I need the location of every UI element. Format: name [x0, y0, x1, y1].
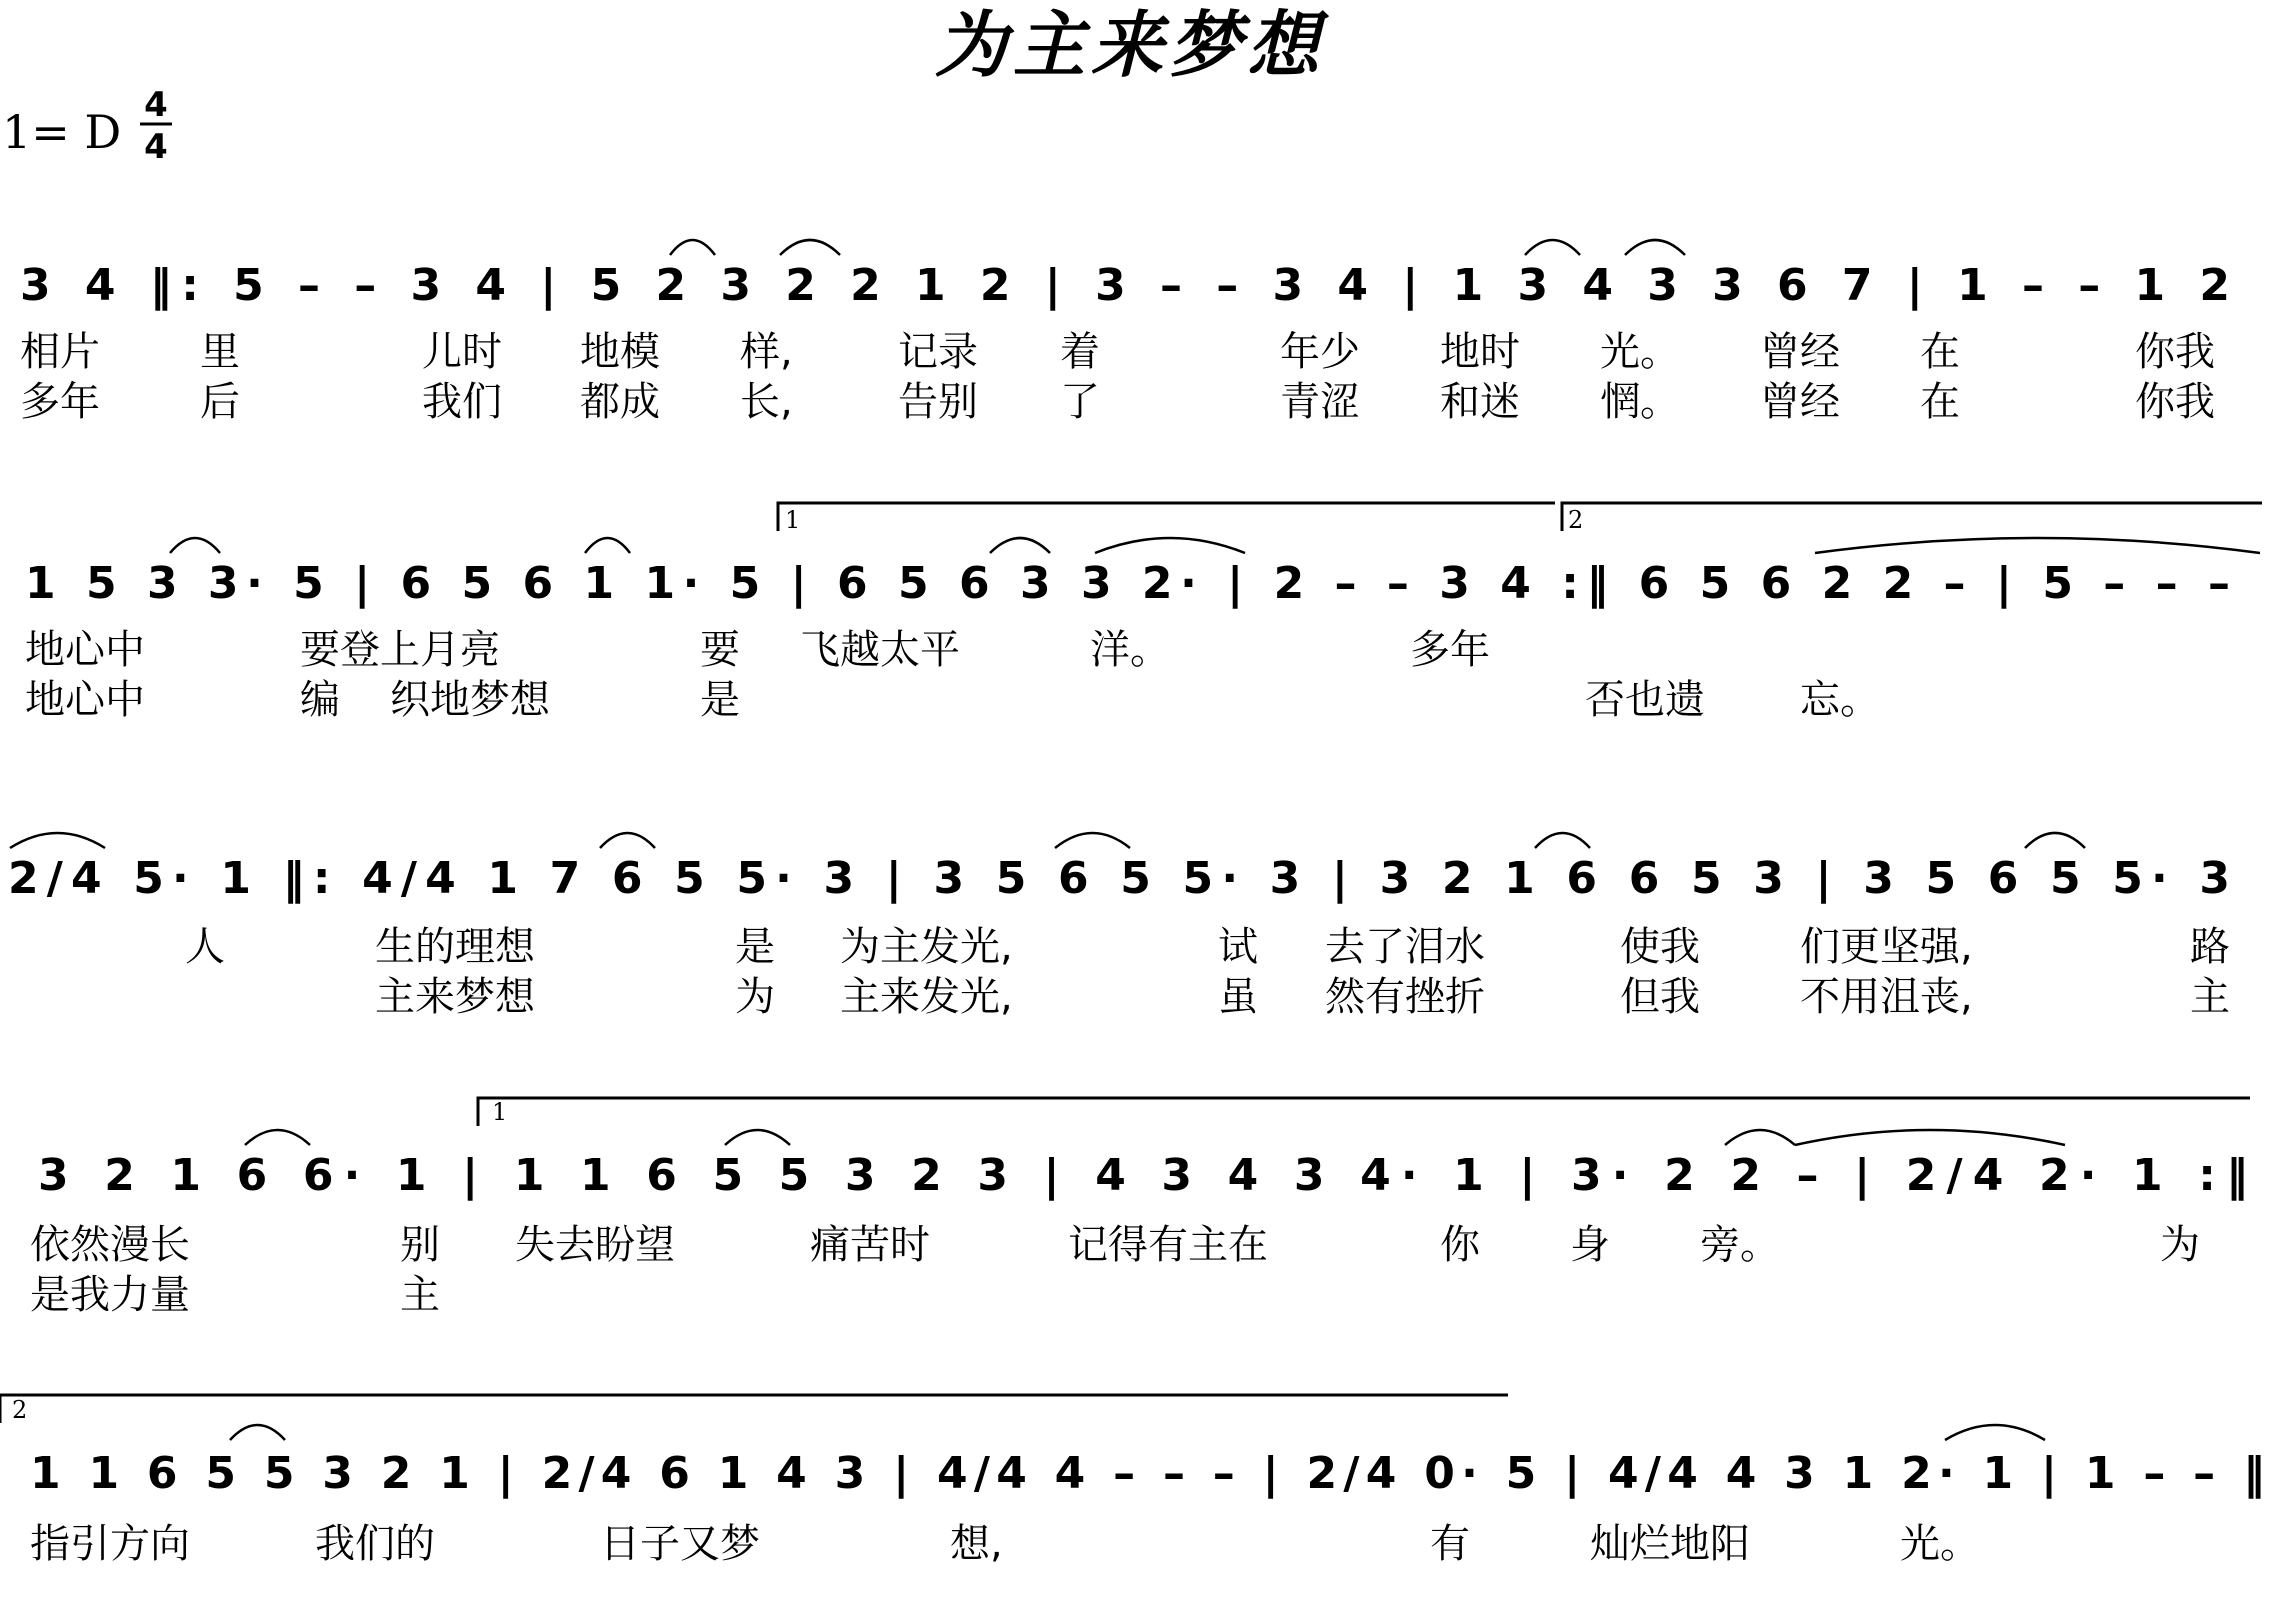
lyric: 路: [2190, 924, 2230, 970]
notation-line-1: 3 4 ‖: 5 – – 3 4 | 5 2 3 2 2 1 2 | 3 – – 3 4 | 1 3 4 3 3 6 7 | 1 – – 1 2: [20, 260, 2231, 311]
lyric: 洋。: [1090, 627, 1170, 673]
lyric: 和迷: [1440, 379, 1520, 425]
volta-1-number: 1: [785, 506, 801, 534]
lyric: 地心中: [25, 677, 145, 723]
lyric: 长,: [740, 379, 793, 425]
volta-bracket: [478, 1098, 2250, 1126]
lyric: 有: [1430, 1521, 1470, 1567]
lyric: 要登上月亮: [300, 627, 500, 673]
lyric: 身: [1570, 1222, 1610, 1268]
lyrics-line-3-verse-1: [185, 924, 2230, 970]
lyric: 着: [1060, 329, 1100, 375]
lyric: 不用沮丧,: [1800, 974, 1973, 1020]
lyric: 为: [2160, 1222, 2200, 1268]
lyrics-line-1-verse-1: [20, 329, 2215, 375]
lyric: 地心中: [25, 627, 145, 673]
lyric: 生的理想: [375, 924, 535, 970]
tie-slur: [10, 833, 105, 848]
lyric: 主来梦想: [375, 974, 535, 1020]
lyric: 虽: [1218, 974, 1258, 1020]
lyric: 是: [735, 924, 775, 970]
tie-slur: [230, 1425, 285, 1440]
notation-line-2: 1 5 3 3· 5 | 6 5 6 1 1· 5 | 6 5 6 3 3 2· | 2 – – 3 4 :‖ 6 5 6 2 2 – | 5 – – –: [25, 558, 2231, 609]
lyric: 是我力量: [30, 1272, 190, 1318]
lyric: 你我: [2135, 379, 2215, 425]
lyric: 主: [400, 1272, 440, 1318]
lyrics-line-3-verse-2: [375, 974, 2230, 1020]
tie-slur: [1795, 1130, 2065, 1145]
lyric: 我们: [422, 379, 502, 425]
lyric: 飞越太平: [800, 627, 960, 673]
lyric: 青涩: [1280, 379, 1360, 425]
lyric: 日子又梦: [600, 1521, 760, 1567]
lyric: 主来发光,: [840, 974, 1013, 1020]
lyric: 我们的: [315, 1521, 435, 1567]
tie-slur: [170, 538, 220, 553]
lyric: 旁。: [1700, 1222, 1780, 1268]
volta-2-number: 2: [12, 1396, 28, 1424]
lyric: 失去盼望: [515, 1222, 675, 1268]
volta-bracket: [0, 1395, 1508, 1423]
tie-slur: [245, 1130, 310, 1145]
lyric: 记录: [898, 329, 978, 375]
lyric: 曾经: [1760, 329, 1840, 375]
tie-slur: [1725, 1130, 1795, 1145]
tie-slur: [670, 240, 715, 255]
lyric: 多年: [20, 379, 100, 425]
lyrics-line-1-verse-2: [20, 379, 2215, 425]
time-signature-top: 4: [144, 85, 168, 125]
lyric: 试: [1218, 924, 1258, 970]
notation-line-5: 1 1 6 5 5 3 2 1 | 2/4 6 1 4 3 | 4/4 4 – – – | 2/4 0· 5 | 4/4 4 3 1 2· 1 | 1 – – ‖: [30, 1448, 2265, 1499]
lyric: 为主发光,: [840, 924, 1013, 970]
lyrics-line-5: [30, 1521, 1980, 1567]
lyric: 但我: [1620, 974, 1700, 1020]
lyric: 去了泪水: [1325, 924, 1485, 970]
lyric: 曾经: [1760, 379, 1840, 425]
lyric: 样,: [740, 329, 793, 375]
lyric: 依然漫长: [30, 1222, 190, 1268]
lyric: 地模: [580, 329, 660, 375]
lyric: 年少: [1280, 329, 1360, 375]
lyric: 里: [200, 329, 240, 375]
lyric: 为: [735, 974, 775, 1020]
lyric: 织地梦想: [390, 677, 550, 723]
lyric: 忘。: [1800, 677, 1880, 723]
lyric: 相片: [20, 329, 100, 375]
tie-slur: [585, 538, 630, 553]
notation-line-3: 2/4 5· 1 ‖: 4/4 1 7 6 5 5· 3 | 3 5 6 5 5· 3 | 3 2 1 6 6 5 3 | 3 5 6 5 5· 3: [8, 853, 2231, 904]
tie-slur: [1055, 833, 1130, 848]
volta-2-number: 2: [1568, 506, 1584, 534]
lyric: 后: [200, 379, 240, 425]
tie-slur: [2025, 833, 2085, 848]
lyric: 光。: [1900, 1521, 1980, 1567]
lyrics-line-4-verse-2: [30, 1272, 440, 1318]
tie-slur: [1945, 1425, 2045, 1440]
notation-line-4: 3 2 1 6 6· 1 | 1 1 6 5 5 3 2 3 | 4 3 4 3 4· 1 | 3· 2 2 – | 2/4 2· 1 :‖: [38, 1150, 2249, 1201]
tie-slur: [600, 833, 655, 848]
lyric: 指引方向: [30, 1521, 190, 1567]
lyrics-line-4-verse-1: [30, 1222, 2200, 1268]
lyric: 记得有主在: [1068, 1222, 1268, 1268]
lyric: 惘。: [1600, 379, 1680, 425]
lyric: 地时: [1440, 329, 1520, 375]
lyric: 告别: [898, 379, 978, 425]
tie-slur: [725, 1130, 790, 1145]
lyric: 主: [2190, 974, 2230, 1020]
lyric: 了: [1060, 379, 1100, 425]
tie-slur: [1525, 240, 1580, 255]
lyric: 使我: [1620, 924, 1700, 970]
lyric: 想,: [950, 1521, 1003, 1567]
lyric: 多年: [1410, 627, 1490, 673]
lyric: 都成: [580, 379, 660, 425]
lyric: 痛苦时: [810, 1222, 930, 1268]
lyric: 你我: [2135, 329, 2215, 375]
lyric: 灿烂地阳: [1590, 1521, 1750, 1567]
tie-slur: [1535, 833, 1590, 848]
volta-bracket: [778, 503, 1555, 531]
time-signature-bottom: 4: [144, 127, 168, 167]
volta-1-number: 1: [492, 1098, 508, 1126]
lyric: 在: [1920, 329, 1960, 375]
lyric: 然有挫折: [1325, 974, 1485, 1020]
lyrics-line-2-verse-1: [25, 627, 1490, 673]
lyric: 光。: [1600, 329, 1680, 375]
volta-bracket: [1562, 503, 2262, 531]
lyric: 你: [1440, 1222, 1480, 1268]
lyric: 儿时: [422, 329, 502, 375]
lyric: 否也遗: [1585, 677, 1705, 723]
lyric: 们更坚强,: [1800, 924, 1973, 970]
tie-slur: [1095, 538, 1245, 553]
lyric: 在: [1920, 379, 1960, 425]
lyric: 要: [700, 627, 740, 673]
song-title: 为主来梦想: [934, 2, 1326, 87]
lyric: 人: [185, 924, 225, 970]
lyric: 别: [400, 1222, 440, 1268]
tie-slur: [1625, 240, 1685, 255]
tie-slur: [990, 538, 1050, 553]
tie-slur: [780, 240, 840, 255]
tie-slur: [1815, 538, 2260, 553]
lyrics-line-2-verse-2: [25, 677, 1880, 723]
lyric: 是: [700, 677, 740, 723]
key-signature: 1= D: [2, 105, 122, 159]
lyric: 编: [300, 677, 340, 723]
